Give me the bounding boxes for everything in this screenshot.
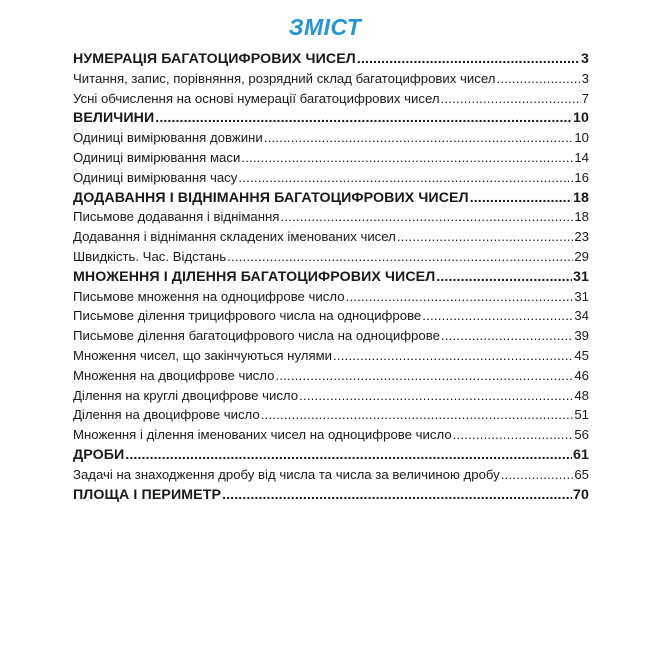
dot-leader: [453, 427, 574, 442]
page-number: 70: [573, 486, 589, 503]
page-number: 48: [574, 387, 589, 403]
toc-item-label: Множення чисел, що закінчуються нулями: [73, 347, 333, 363]
toc-section-row: [73, 51, 589, 71]
dot-leader: [397, 229, 573, 244]
toc-item-label: Додавання і віднімання складених іменованих чисел: [73, 229, 396, 245]
toc-item-row: [73, 368, 589, 388]
toc-item-row: [73, 427, 589, 447]
toc-section-row: [73, 110, 589, 130]
toc-item-label: Ділення на двоцифрове число: [73, 407, 260, 423]
toc-section-label: НУМЕРАЦІЯ БАГАТОЦИФРОВИХ ЧИСЕЛ: [73, 51, 356, 67]
page-number: 14: [574, 149, 589, 165]
dot-leader: [441, 328, 573, 343]
toc-section-label: ДОДАВАННЯ І ВІДНІМАННЯ БАГАТОЦИФРОВИХ ЧИСЕЛ: [73, 189, 469, 206]
toc-section-row: [73, 190, 589, 210]
toc-item-label: Задачі на знаходження дробу від числа та числа за величиною дробу: [73, 466, 500, 482]
toc-section-label: ВЕЛИЧИНИ: [73, 110, 155, 127]
page-number: 45: [574, 347, 589, 363]
page-number: 46: [574, 367, 589, 383]
toc-section-label: ПЛОЩА І ПЕРИМЕТР: [73, 486, 222, 503]
toc-section-label: МНОЖЕННЯ І ДІЛЕННЯ БАГАТОЦИФРОВИХ ЧИСЕЛ: [73, 268, 436, 285]
toc-list: [73, 51, 589, 506]
toc-section-row: [73, 269, 589, 289]
toc-item-label: Письмове ділення трицифрового числа на одноцифрове: [73, 308, 422, 324]
page-number: 10: [573, 110, 589, 127]
toc-item-label: Письмове множення на одноцифрове число: [73, 288, 345, 304]
dot-leader: [357, 51, 580, 67]
toc-item-label: Множення і ділення іменованих чисел на одноцифрове число: [73, 427, 452, 443]
page-number: 56: [574, 427, 589, 443]
dot-leader: [261, 407, 574, 422]
page-number: 61: [573, 446, 589, 463]
toc-item-label: Швидкість. Час. Відстань: [73, 248, 227, 264]
dot-leader: [241, 150, 573, 165]
dot-leader: [275, 368, 573, 383]
toc-item-row: [73, 348, 589, 368]
toc-item-row: [73, 91, 589, 111]
page-number: 16: [574, 169, 589, 185]
toc-item-label: Множення на двоцифрове число: [73, 367, 275, 383]
page-number: 39: [574, 328, 589, 344]
toc-item-row: [73, 249, 589, 269]
page-number: 31: [573, 268, 589, 285]
page-number: 65: [574, 466, 589, 482]
dot-leader: [333, 348, 573, 363]
toc-item-label: Письмове додавання і віднімання: [73, 209, 280, 225]
toc-item-row: [73, 229, 589, 249]
dot-leader: [222, 487, 572, 503]
toc-item-row: [73, 209, 589, 229]
dot-leader: [346, 289, 574, 304]
toc-item-row: [73, 130, 589, 150]
toc-item-label: Одиниці вимірювання маси: [73, 149, 241, 165]
toc-item-row: [73, 308, 589, 328]
toc-item-label: Читання, запис, порівняння, розрядний склад багатоцифрових чисел: [73, 70, 496, 86]
dot-leader: [299, 388, 573, 403]
dot-leader: [422, 308, 573, 323]
toc-item-row: [73, 328, 589, 348]
page-number: 3: [581, 70, 589, 86]
toc-item-row: [73, 388, 589, 408]
dot-leader: [470, 190, 572, 206]
dot-leader: [436, 269, 572, 285]
toc-item-label: Ділення на круглі двоцифрове число: [73, 387, 299, 403]
dot-leader: [264, 130, 574, 145]
toc-item-label: Одиниці вимірювання довжини: [73, 130, 263, 146]
page-number: 31: [574, 288, 589, 304]
page-number: 23: [574, 229, 589, 245]
page-number: 34: [574, 308, 589, 324]
dot-leader: [227, 249, 573, 264]
page-number: 10: [574, 130, 589, 146]
page-number: 3: [581, 51, 589, 67]
dot-leader: [238, 170, 573, 185]
toc-item-label: Одиниці вимірювання часу: [73, 169, 238, 185]
dot-leader: [280, 209, 573, 224]
toc-item-row: [73, 407, 589, 427]
toc-item-row: [73, 150, 589, 170]
page-title: ЗМІСТ: [288, 14, 362, 40]
page-number: 29: [574, 248, 589, 264]
toc-item-row: [73, 289, 589, 309]
toc-item-row: [73, 71, 589, 91]
toc-item-label: Усні обчислення на основі нумерації багатоцифрових чисел: [73, 90, 440, 106]
dot-leader: [496, 71, 580, 86]
page-number: 51: [574, 407, 589, 423]
toc-section-row: [73, 487, 589, 507]
page-number: 18: [573, 189, 589, 206]
toc-section-label: ДРОБИ: [73, 446, 125, 463]
toc-section-row: [73, 447, 589, 467]
dot-leader: [441, 91, 581, 106]
dot-leader: [501, 467, 574, 482]
dot-leader: [155, 110, 572, 126]
toc-item-row: [73, 170, 589, 190]
page-number: 18: [574, 209, 589, 225]
dot-leader: [125, 447, 572, 463]
toc-item-row: [73, 467, 589, 487]
toc-item-label: Письмове ділення багатоцифрового числа на одноцифрове: [73, 328, 440, 344]
page-number: 7: [581, 90, 589, 106]
